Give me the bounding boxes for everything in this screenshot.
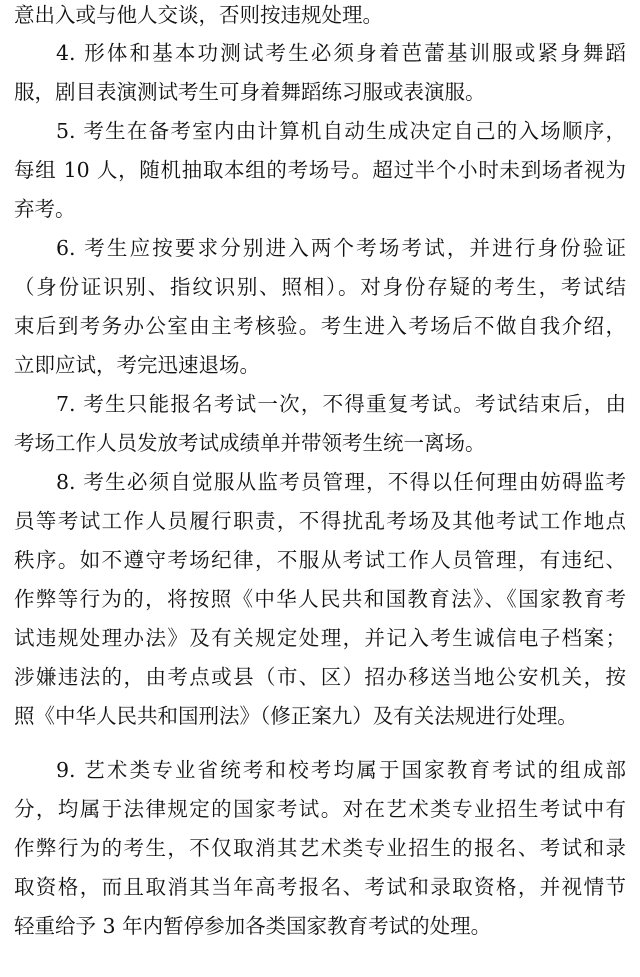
text-line: 轻重给予 3 年内暂停参加各类国家教育考试的处理。 [14,914,492,938]
text-line: 分，均属于法律规定的国家考试。对在艺术类专业招生考试中有 [14,797,626,821]
text-line: 5. 考生在备考室内由计算机自动生成决定自己的入场顺序， [56,119,626,143]
text-line: 意出入或与他人交谈，否则按违规处理。 [14,3,383,27]
text-line: 9. 艺术类专业省统考和校考均属于国家教育考试的组成部 [56,758,626,782]
text-line: 弃考。 [14,197,76,221]
text-line: 7. 考生只能报名考试一次，不得重复考试。考试结束后，由 [56,392,626,416]
text-line: 立即应试，考完迅速退场。 [14,353,260,377]
text-line: 服，剧目表演测试考生可身着舞蹈练习服或表演服。 [14,80,486,104]
text-line: 每组 10 人，随机抽取本组的考场号。超过半个小时未到场者视为 [14,158,626,182]
text-line: 束后到考务办公室由主考核验。考生进入考场后不做自我介绍， [14,314,626,338]
text-line: （身份证识别、指纹识别、照相）。对身份存疑的考生，考试结 [14,275,626,299]
text-line: 4. 形体和基本功测试考生必须身着芭蕾基训服或紧身舞蹈 [56,41,626,65]
text-line: 试违规处理办法》及有关规定处理，并记入考生诚信电子档案； [14,626,626,650]
text-line: 取资格，而且取消其当年高考报名、考试和录取资格，并视情节 [14,875,626,899]
text-line: 考场工作人员发放考试成绩单并带领考生统一离场。 [14,431,486,455]
text-line: 涉嫌违法的，由考点或县（市、区）招办移送当地公安机关，按 [14,665,626,689]
text-line: 员等考试工作人员履行职责，不得扰乱考场及其他考试工作地点 [14,509,626,533]
text-line: 作弊等行为的，将按照《中华人民共和国教育法》、《国家教育考 [14,587,626,611]
text-line: 照《中华人民共和国刑法》（修正案九）及有关法规进行处理。 [14,704,578,728]
text-line: 秩序。如不遵守考场纪律，不服从考试工作人员管理，有违纪、 [14,548,626,572]
text-line: 6. 考生应按要求分别进入两个考场考试，并进行身份验证 [56,236,626,260]
text-line: 作弊行为的考生，不仅取消其艺术类专业招生的报名、考试和录 [14,836,626,860]
text-line: 8. 考生必须自觉服从监考员管理，不得以任何理由妨碍监考 [56,470,626,494]
